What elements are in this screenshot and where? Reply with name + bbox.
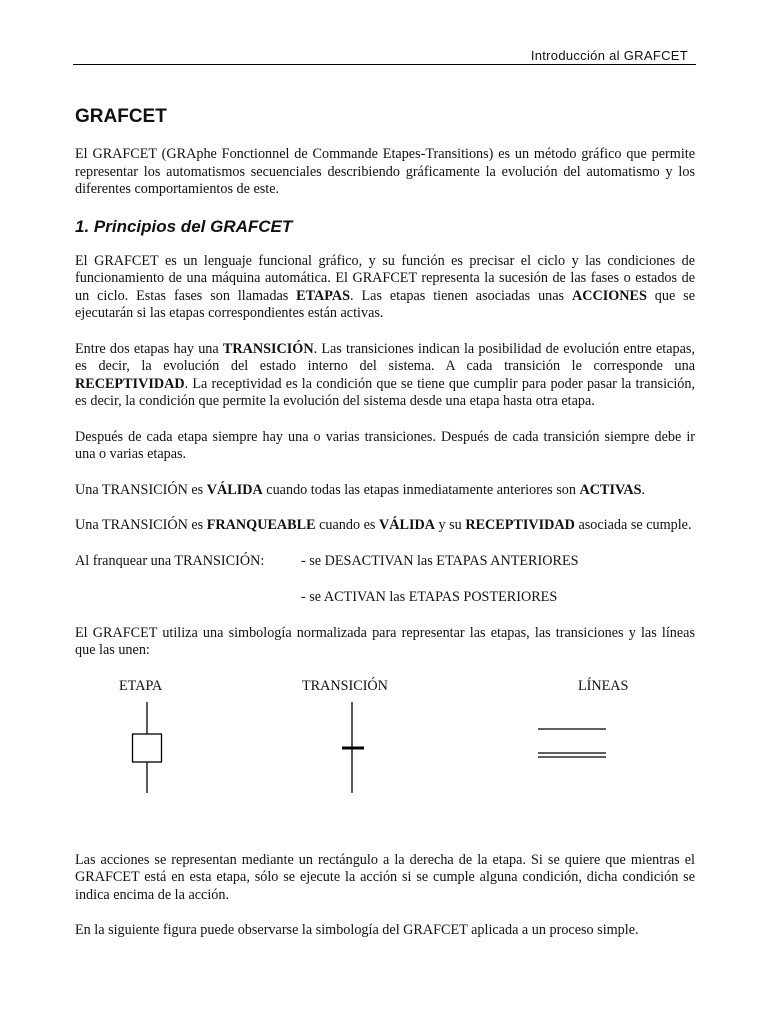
paragraph-transicion-franqueable: Una TRANSICIÓN es FRANQUEABLE cuando es VÁLIDA y su RECEPTIVIDAD asociada se cumple. <box>75 517 692 533</box>
paragraph-despues-etapa: Después de cada etapa siempre hay una o varias transiciones. Después de cada transición siempre debe ir una o varias etapas. <box>75 428 695 462</box>
paragraph-acciones: Las acciones se representan mediante un rectángulo a la derecha de la etapa. Si se quiere que mientras el GRAFCET está en esta etapa, sólo se ejecute la acción si se cumple alguna condición, dicha condición se indica encima de la acción. <box>75 851 695 903</box>
transicion-symbol <box>342 702 364 793</box>
page-header-title: Introducción al GRAFCET <box>530 48 688 63</box>
paragraph-simbologia: El GRAFCET utiliza una simbología normalizada para representar las etapas, las transiciones y las líneas que las unen: <box>75 624 695 658</box>
paragraph-transicion: Entre dos etapas hay una TRANSICIÓN. Las transiciones indican la posibilidad de evolución entre etapas, es decir, la evolución del estado interno del sistema. A cada transición le corresponde una RECEPTIVIDAD. La receptividad es la condición que se tiene que cumplir para poder pasar la transición, es decir, la condición que permite la evolución del sistema desde una etapa hasta otra etapa. <box>75 340 695 409</box>
section-heading-principios: 1. Principios del GRAFCET <box>75 216 293 236</box>
symbology-figure <box>75 678 695 834</box>
franquear-rule-line1 <box>75 553 695 571</box>
franquear-activan: - se ACTIVAN las ETAPAS POSTERIORES <box>301 589 558 605</box>
header-divider <box>73 64 696 65</box>
lineas-symbol <box>538 729 606 757</box>
franquear-label: Al franquear una TRANSICIÓN: <box>75 552 265 569</box>
document-body <box>75 106 695 940</box>
etapa-symbol <box>133 702 162 793</box>
symbology-drawings <box>75 678 695 834</box>
document-title: GRAFCET <box>75 106 167 127</box>
paragraph-transicion-valida: Una TRANSICIÓN es VÁLIDA cuando todas las etapas inmediatamente anteriores son ACTIVAS. <box>75 481 646 498</box>
label-lineas: LÍNEAS <box>578 677 629 694</box>
label-etapa: ETAPA <box>119 677 163 694</box>
intro-paragraph: El GRAFCET (GRAphe Fonctionnel de Commande Etapes-Transitions) es un método gráfico que permite representar los automatismos secuenciales describiendo gráficamente la evolución del automatismo y los diferentes comportamientos de este. <box>75 146 695 197</box>
franquear-desactivan: - se DESACTIVAN las ETAPAS ANTERIORES <box>301 552 579 569</box>
label-transicion: TRANSICIÓN <box>302 677 388 694</box>
paragraph-lenguaje-funcional: El GRAFCET es un lenguaje funcional gráfico, y su función es precisar el ciclo y las condiciones de funcionamiento de una máquina automática. El GRAFCET representa la sucesión de las fases o estados de un ciclo. Estas fases son llamadas ETAPAS. Las etapas tienen asociadas unas ACCIONES que se ejecutarán si las etapas correspondientes están activas. <box>75 252 695 321</box>
paragraph-figura: En la siguiente figura puede observarse la simbología del GRAFCET aplicada a un proceso simple. <box>75 922 639 938</box>
